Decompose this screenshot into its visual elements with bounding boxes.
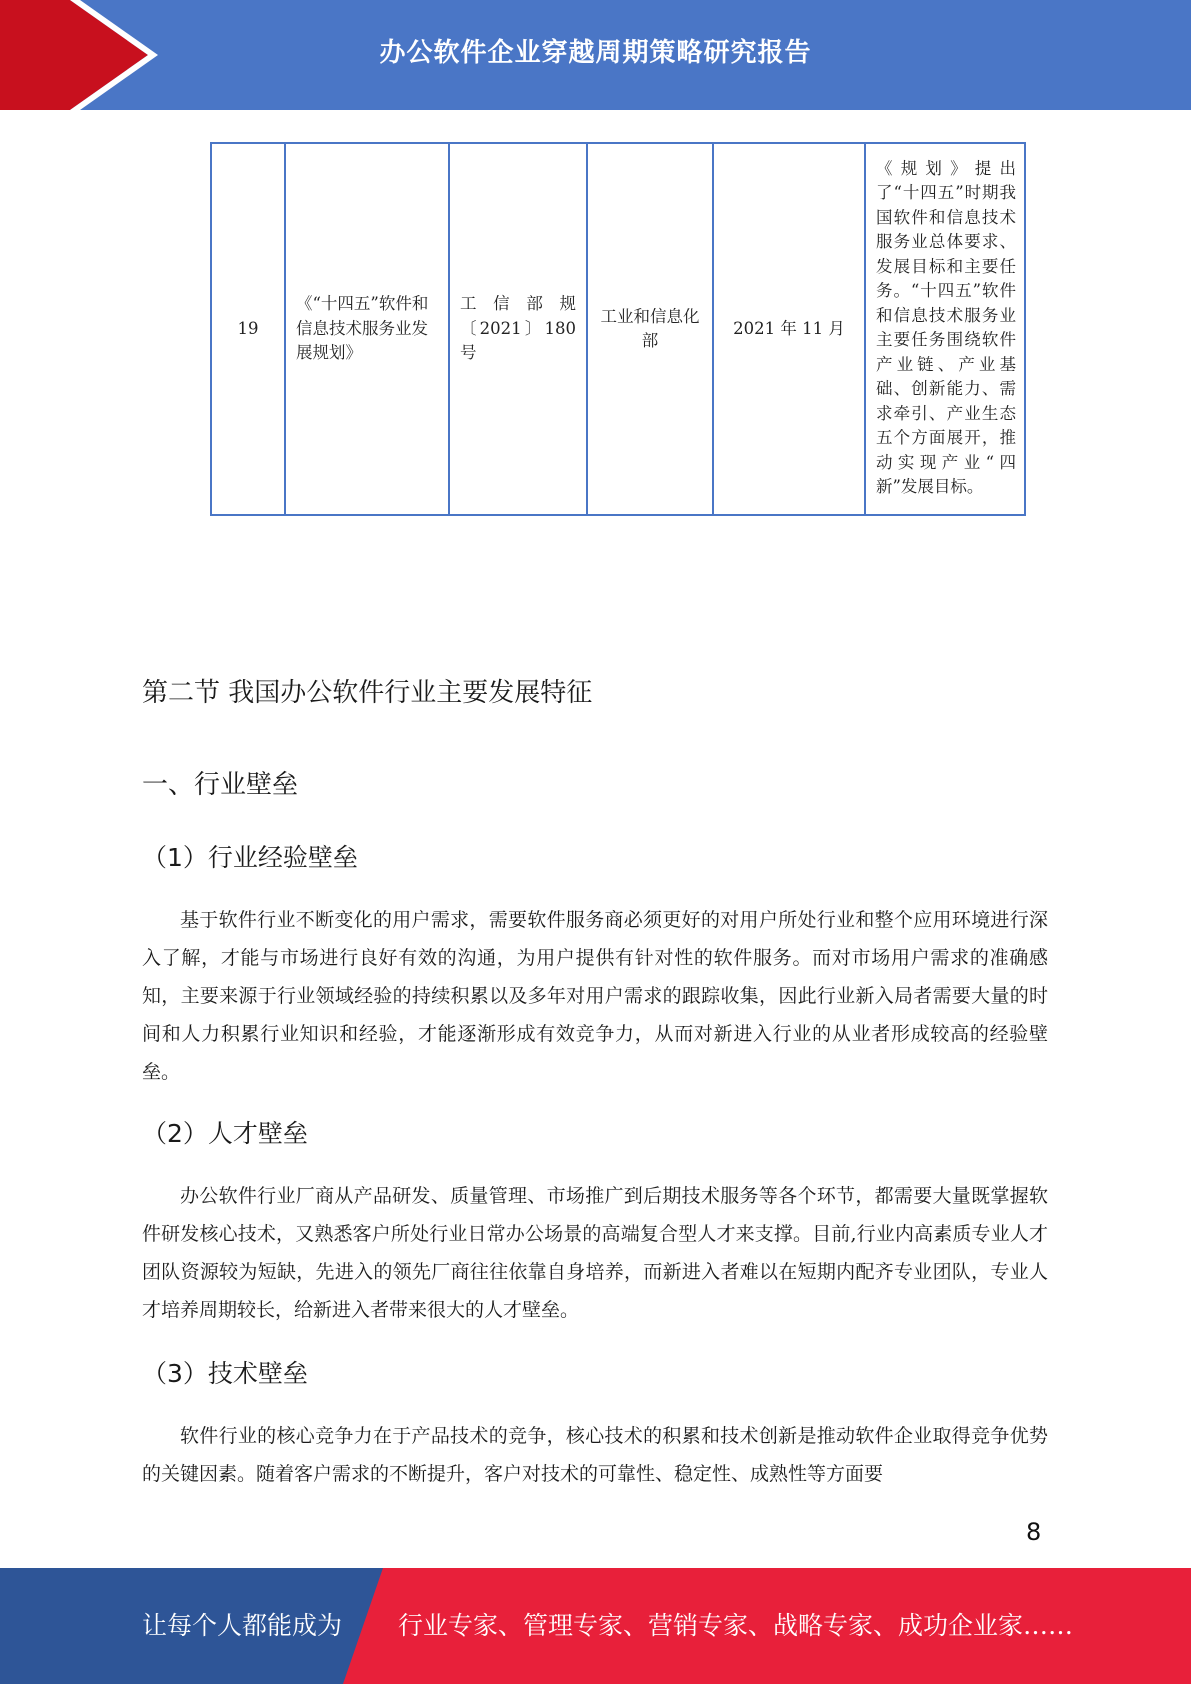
table-cell-doc-no: 工 信 部 规〔2021〕180号 — [449, 143, 587, 515]
section-title: 第二节 我国办公软件行业主要发展特征 — [142, 678, 593, 708]
table-cell-summary: 《规划》提出了“十四五”时期我国软件和信息技术服务业总体要求、发展目标和主要任务。“十四五”软件和信息技术服务业主要任务围绕软件产业链、产业基础、创新能力、需求牵引、产业生态五个方面展开，推动实现产业“四新”发展目标。 — [865, 143, 1025, 515]
paragraph-technology: 软件行业的核心竞争力在于产品技术的竞争，核心技术的积累和技术创新是推动软件企业取得竞争优势的关键因素。随着客户需求的不断提升，客户对技术的可靠性、稳定性、成熟性等方面要 — [142, 1425, 1048, 1485]
page-header — [0, 0, 1191, 110]
footer-slogan-right: 行业专家、管理专家、营销专家、战略专家、成功企业家…… — [398, 1611, 1074, 1640]
policy-table — [210, 142, 1026, 516]
page-footer — [0, 1568, 1191, 1684]
paragraph-talent: 办公软件行业厂商从产品研发、质量管理、市场推广到后期技术服务等各个环节，都需要大量既掌握软件研发核心技术，又熟悉客户所处行业日常办公场景的高端复合型人才来支撑。目前,行业内高素质专业人才团队资源较为短缺，先进入的领先厂商往往依靠自身培养，而新进入者难以在短期内配齐专业团队，专业人才培养周期较长，给新进入者带来很大的人才壁垒。 — [142, 1185, 1048, 1321]
sub-title: 一、行业壁垒 — [142, 770, 299, 800]
footer-slogan-left: 让每个人都能成为 — [142, 1611, 343, 1640]
page-number: 8 — [1026, 1518, 1042, 1546]
table-cell-name: 《“十四五”软件和信息技术服务业发展规划》 — [285, 143, 449, 515]
item-title-experience: （1）行业经验壁垒 — [142, 843, 358, 872]
paragraph-experience: 基于软件行业不断变化的用户需求，需要软件服务商必须更好的对用户所处行业和整个应用环境进行深入了解，才能与市场进行良好有效的沟通，为用户提供有针对性的软件服务。而对市场用户需求的准确感知，主要来源于行业领域经验的持续积累以及多年对用户需求的跟踪收集，因此行业新入局者需要大量的时间和人力积累行业知识和经验，才能逐渐形成有效竞争力，从而对新进入行业的从业者形成较高的经验壁垒。 — [142, 909, 1048, 1083]
header-title: 办公软件企业穿越周期策略研究报告 — [379, 37, 812, 68]
table-cell-issuer: 工业和信息化部 — [587, 143, 713, 515]
table-cell-no: 19 — [211, 143, 285, 515]
item-title-talent: （2）人才壁垒 — [142, 1119, 308, 1148]
item-title-technology: （3）技术壁垒 — [142, 1359, 308, 1388]
table-cell-date: 2021 年 11 月 — [713, 143, 865, 515]
table-row — [211, 143, 1025, 515]
